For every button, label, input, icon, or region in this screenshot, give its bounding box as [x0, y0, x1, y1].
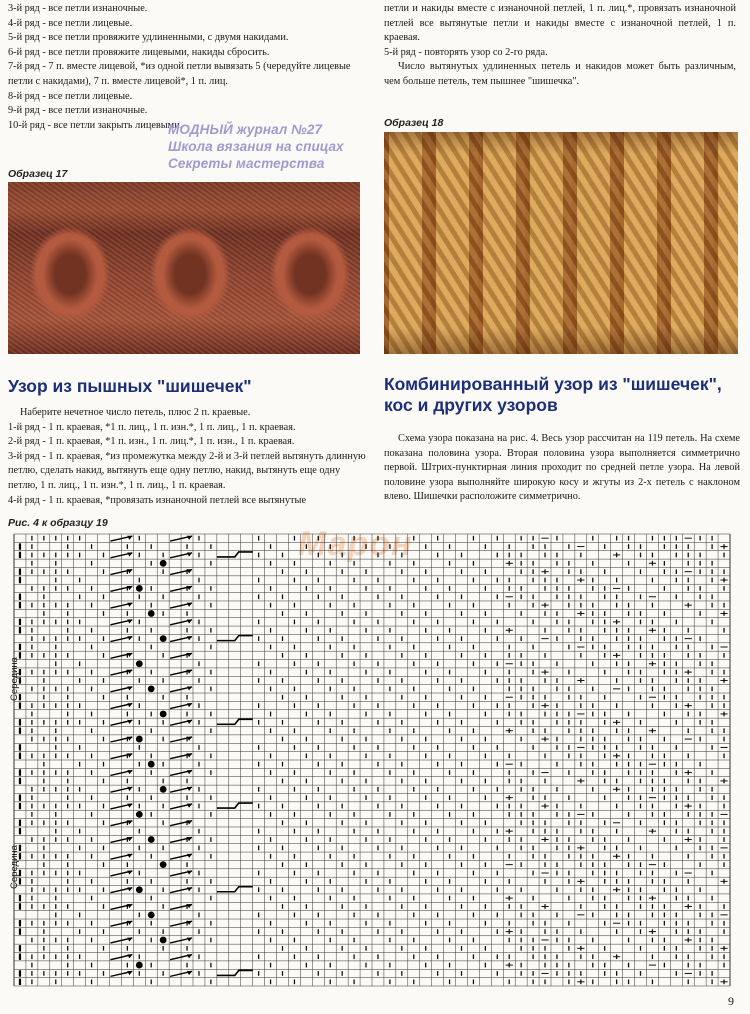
magazine-watermark — [168, 121, 344, 172]
instruction-line: 8-й ряд - все петли лицевые. — [8, 90, 133, 102]
cable-cross-mark — [217, 887, 253, 892]
bobble-dot — [148, 685, 155, 692]
section-17-line: 1-й ряд - 1 п. краевая, *1 п. лиц., 1 п. изн.*, 1 п. лиц., 1 п. краевая. — [8, 421, 296, 433]
instruction-line: Число вытянутых удлиненных петель и накидов может быть различным, чем больше петель, тем пышнее "шишечка". — [384, 61, 736, 87]
sample-17-caption: Образец 17 — [8, 168, 68, 180]
cable-cross-mark — [217, 803, 253, 808]
top-left-instructions — [8, 2, 376, 133]
sample-17-photo — [8, 182, 360, 354]
instruction-line: 10-й ряд - все петли закрыть лицевыми. — [8, 119, 183, 131]
figure-caption: Рис. 4 к образцу 19 — [8, 517, 108, 529]
sample-18-photo — [384, 132, 738, 354]
section-18-title: Комбинированный узор из "шишечек", кос и других узоров — [384, 374, 722, 415]
bobble-dot — [160, 635, 167, 642]
bobble-dot — [148, 836, 155, 843]
watermark-line: МОДНЫЙ журнал №27 — [168, 122, 323, 137]
watermark-line: Школа вязания на спицах — [168, 139, 344, 154]
section-17-text — [8, 406, 372, 508]
page-number: 9 — [728, 994, 734, 1008]
watermark-line: Секреты мастерства — [168, 156, 325, 171]
bobble-dot — [136, 886, 143, 893]
bobble-dot — [160, 560, 167, 567]
sample-18-caption: Образец 18 — [384, 117, 444, 129]
bobble-dot — [160, 786, 167, 793]
middle-label: Середина — [9, 845, 20, 889]
bobble-dot — [136, 736, 143, 743]
cable-cross-mark — [217, 970, 253, 975]
instruction-line: 5-й ряд - повторять узор со 2-го ряда. — [384, 46, 548, 58]
section-18-text — [384, 432, 740, 505]
top-right-instructions — [384, 2, 736, 90]
section-17-line: 3-й ряд - 1 п. краевая, *из промежутка между 2-й и 3-й петлей вытянуть длинную петлю, сделать накид, вытянуть еще одну петлю, накид, вытянуть еще одну петлю, 1 п. лиц., 1 п. изн.*, 1 п. лиц., 1 п. краевая. — [8, 450, 366, 491]
instruction-line: петли и накиды вместе с изнаночной петлей, 1 п. лиц.*, провязать изнаночной петлей все вытянутые петли и накиды вместе с изнаночной петлей, 1 п. краевая. — [384, 3, 736, 44]
instruction-line: 3-й ряд - все петли изнаночные. — [8, 3, 148, 14]
section-17-title: Узор из пышных "шишечек" — [8, 376, 252, 396]
instruction-line: 5-й ряд - все петли провяжите удлиненными, с двумя накидами. — [8, 32, 289, 44]
cable-cross-mark — [217, 636, 253, 641]
section-18-paragraph: Схема узора показана на рис. 4. Весь узор рассчитан на 119 петель. На схеме показана половина узора. Вторая половина узора выполняется симметрично первой. Штрих-пунктирная линия проходит по средней петле узора. На левой половине узора выполняйте широкую косу и жгуты из 2-х петель с наклоном влево. Шишечки расположите симметрично. — [384, 433, 740, 503]
bobble-dot — [160, 861, 167, 868]
bobble-dot — [160, 711, 167, 718]
bobble-dot — [148, 761, 155, 768]
cable-cross-mark — [217, 552, 253, 557]
bobble-dot — [148, 911, 155, 918]
cable-cross-mark — [217, 719, 253, 724]
bobble-dot — [136, 660, 143, 667]
bobble-dot — [136, 962, 143, 969]
instruction-line: 4-й ряд - все петли лицевые. — [8, 17, 133, 29]
bobble-dot — [136, 811, 143, 818]
instruction-line: 7-й ряд - 7 п. вместе лицевой, *из одной петли вывязать 5 (чередуйте лицевые петли с накидами), 7 п. вместе лицевой*, 1 п. лиц. — [8, 61, 351, 87]
bobble-dot — [148, 610, 155, 617]
faded-watermark: Марон — [298, 525, 413, 563]
section-17-line: Наберите нечетное число петель, плюс 2 п. краевые. — [20, 407, 251, 418]
instruction-line: 6-й ряд - все петли провяжите лицевыми, накиды сбросить. — [8, 46, 270, 58]
instruction-line: 9-й ряд - все петли изнаночные. — [8, 105, 148, 117]
bobble-dot — [136, 585, 143, 592]
middle-label: Середина — [9, 657, 20, 701]
knitting-chart — [8, 532, 732, 988]
section-17-line: 4-й ряд - 1 п. краевая, *провязать изнаночной петлей все вытянутые — [8, 494, 307, 506]
bobble-dot — [160, 937, 167, 944]
section-17-line: 2-й ряд - 1 п. краевая, *1 п. изн., 1 п. лиц.*, 1 п. изн., 1 п. краевая. — [8, 436, 295, 448]
